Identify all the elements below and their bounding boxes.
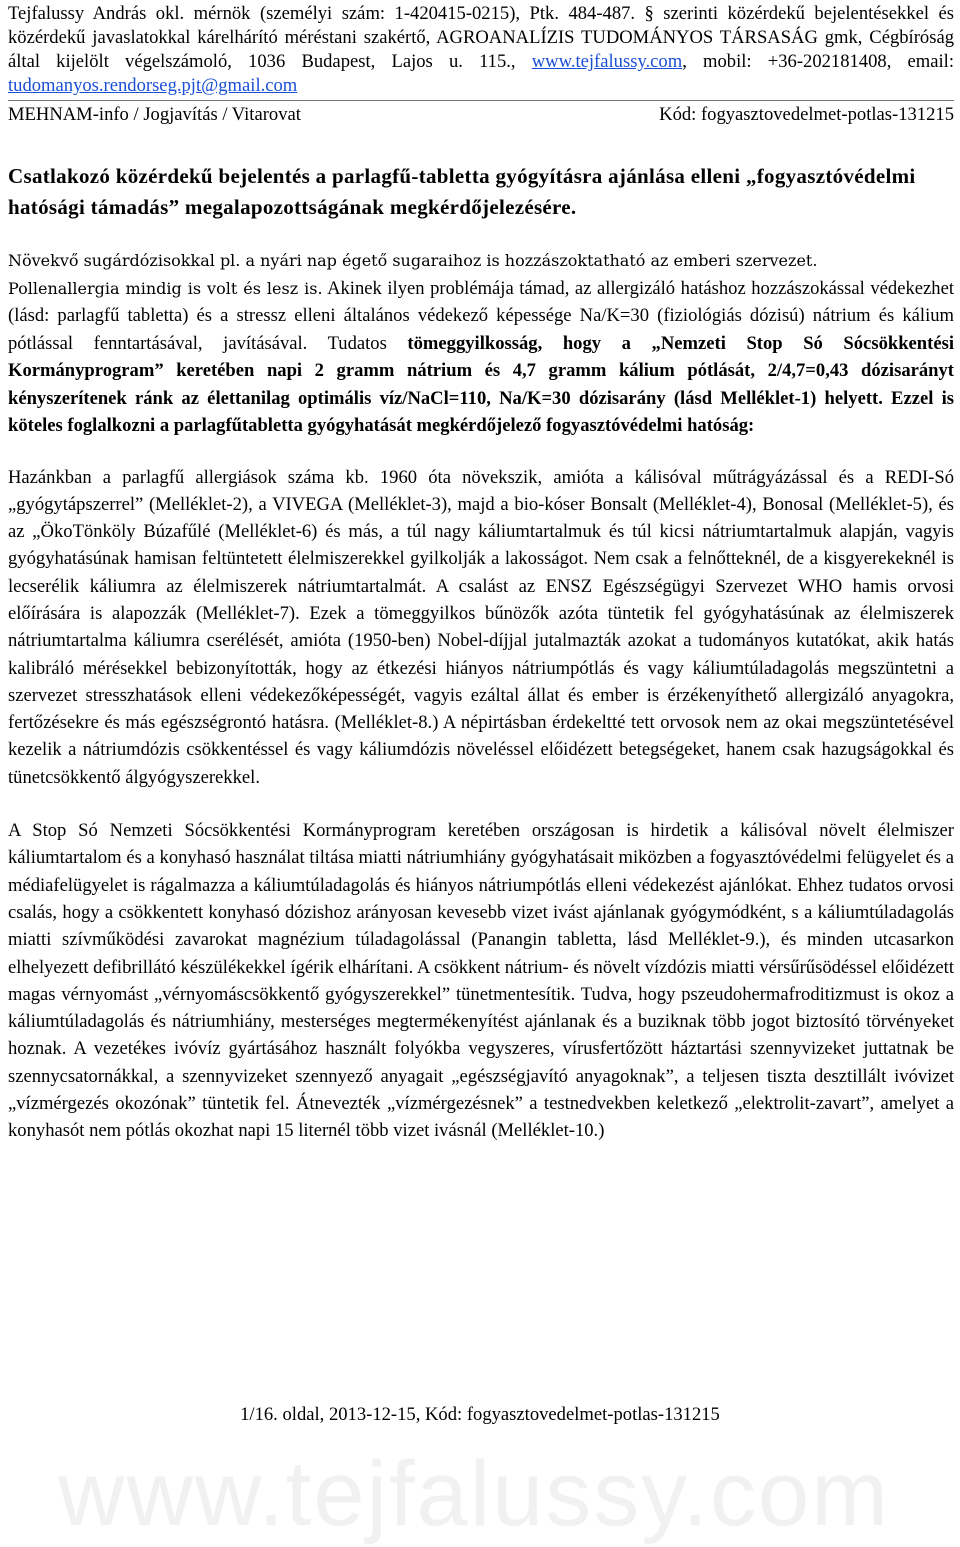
intro-paragraph	[8, 275, 954, 440]
document-title: Csatlakozó közérdekű bejelentés a parlagfű-tabletta gyógyításra ajánlása elleni „fogyasztóvédelmi hatósági támadás” megalapozottságának megkérdőjelezésére.	[8, 164, 916, 219]
contact-info: , mobil: +36-202181408, email:	[682, 51, 954, 72]
email-link[interactable]: tudomanyos.rendorseg.pjt@gmail.com	[8, 75, 298, 96]
intro-text: Akinek ilyen problémája támad, az allergizáló hatáshoz hozzászokással védekezhet (lásd: parlagfű tabletta) és a stressz elleni általános védekező képessége Na/K=30 (fiziológiás dózisú) nátrium és kálium pótlással fenntartásával, javításával. Tudatos	[8, 277, 954, 354]
intro-line: Növekvő sugárdózisokkal pl. a nyári nap égető sugaraihoz is hozzászoktatható az emberi szervezet.	[8, 251, 818, 270]
intro-serif-sentence: Pollenallergia mindig is volt és lesz is.	[8, 278, 323, 298]
author-header	[8, 2, 954, 98]
website-link[interactable]: www.tejfalussy.com	[531, 51, 683, 72]
page-footer: 1/16. oldal, 2013-12-15, Kód: fogyasztovedelmet-potlas-131215	[240, 1404, 720, 1425]
intro-bold-text: tömeggyilkosság, hogy a „Nemzeti Stop Só Sócsökkentési Kormányprogram” keretében napi 2 gramm nátrium és 4,7 gramm kálium pótlását, 2/4,7=0,43 dózisarányt kényszerítenek ránk az élettanilag optimális víz/NaCl=110, Na/K=30 dózisarány (lásd Melléklet-1) helyett. Ezzel is köteles foglalkozni a parlagfűtabletta gyógyhatását megkérdőjelező fogyasztóvédelmi hatóság:	[8, 332, 954, 436]
body-paragraph: Hazánkban a parlagfű allergiások száma kb. 1960 óta növekszik, amióta a kálisóval műtrágyázással és a REDI-Só „gyógytápszerrel” (Melléklet-2), a VIVEGA (Melléklet-3), majd a bio-kóser Bonsalt (Melléklet-4), Bonosal (Melléklet-5), és az „ÖkoTönköly Búzafűlé (Melléklet-6) és más, a túl nagy káliumtartalmuk és túl kicsi nátriumtartalmuk alapján, vagyis gyógyhatásúnak hamisan feltüntetett élelmiszerekkel gyilkolják a lakosságot. Nem csak a felnőtteknél, de a kisgyerekeknél is lecserélik káliumra az élelmiszerek nátriumtartalmát. A csalást az ENSZ Egészségügyi Szervezet WHO hamis orvosi előírására is alapozzák (Melléklet-7). Ezek a tömeggyilkos bűnözők azóta tüntetik fel gyógyhatásúnak az élelmiszerek nátriumtartalma káliumra cserélését, amióta (1950-ben) Nobel-díjjal jutalmazták azokat a tudományos kutatókat, akik hatás kalibráló mérésekkel bebizonyították, hogy az étkezési hiányos nátriumpótlás és vagy káliumtúladagolás megszüntetni a szervezet stresszhatások elleni védekezőképességét, vagyis ezáltal állat és ember is érzékenyíthető allergizáló anyagokra, fertőzésekre és más egészségrontó hatásra. (Melléklet-8.) A népirtásban érdekeltté tett orvosok nem az okai megszüntetésével kezelik a nátriumdózis csökkentéssel és vagy káliumdózis növeléssel előidézett betegségeket, hanem csak hazugságokkal és tünetcsökkentő álgyógyszerekkel.	[8, 466, 954, 788]
author-info: Tejfalussy András okl. mérnök (személyi szám: 1-420415-0215), Ptk. 484-487. § szerinti közérdekű bejelentésekkel és közérdekű javaslatokkal kárelhárító méréstani szakértő, AGROANALÍZIS TUDOMÁNYOS TÁRSASÁG gmk, Cégbíróság által kijelölt végelszámoló, 1036 Budapest, Lajos u. 115.,	[8, 3, 954, 72]
document-page	[8, 0, 954, 1145]
document-code: Kód: fogyasztovedelmet-potlas-131215	[659, 104, 954, 125]
body-paragraph: A Stop Só Nemzeti Sócsökkentési Kormányprogram keretében országosan is hirdetik a kálisóval növelt élelmiszer káliumtartalom és a konyhasó használat tiltása miatti nátriumhiány gyógyhatásait miközben a fogyasztóvédelmi felügyelet és a médiafelügyelet is rágalmazza a káliumtúladagolás és hiányos nátriumpótlás elleni védekezést ajánlókat. Ehhez tudatos orvosi csalás, hogy a csökkentett konyhasó dózishoz arányosan kevesebb vizet ivást ajánlanak gyógymódként, s a káliumtúladagolás miatti szívműködési zavarokat magnézium túladagolással (Panangin tabletta, lásd Melléklet-9.), és minden utcasarkon elhelyezett defibrillátó készülékekkel ígérik elhárítani. A csökkent nátrium- és növelt vízdózis miatti vérsűrűsödéssel előidézett magas vérnyomást „vérnyomáscsökkentő gyógyszerekkel” tünetmentesítik. Tudva, hogy pszeudohermafroditizmust is okoz a káliumtúladagolás és nátriumhiány, mesterséges megtermékenyítést ajánlanak és a buziknak több jogot biztosító törvényeket hoznak. A vezetékes ivóvíz gyártásához használt folyókba vegyszeres, vírusfertőzött háztartási szennyvizeket juttatnak be szennycsatornákkal, a szennyvizeket szennyező anyagait „egészségjavító anyagoknak”, a teljesen tiszta desztillált ivóvizet „vízmérgezés okozónak” tüntetik fel. Átnevezték „vízmérgezésnek” a testnedvekben keletkező „elektrolit-zavart”, amelyet a konyhasót nem pótlás okozhat napi 15 liternél több vizet ivásnál (Melléklet-10.)	[8, 820, 954, 1142]
category-tag: MEHNAM-info / Jogjavítás / Vitarovat	[8, 104, 301, 125]
header-meta-line	[8, 100, 954, 127]
watermark: www.tejfalussy.com	[58, 1443, 890, 1545]
